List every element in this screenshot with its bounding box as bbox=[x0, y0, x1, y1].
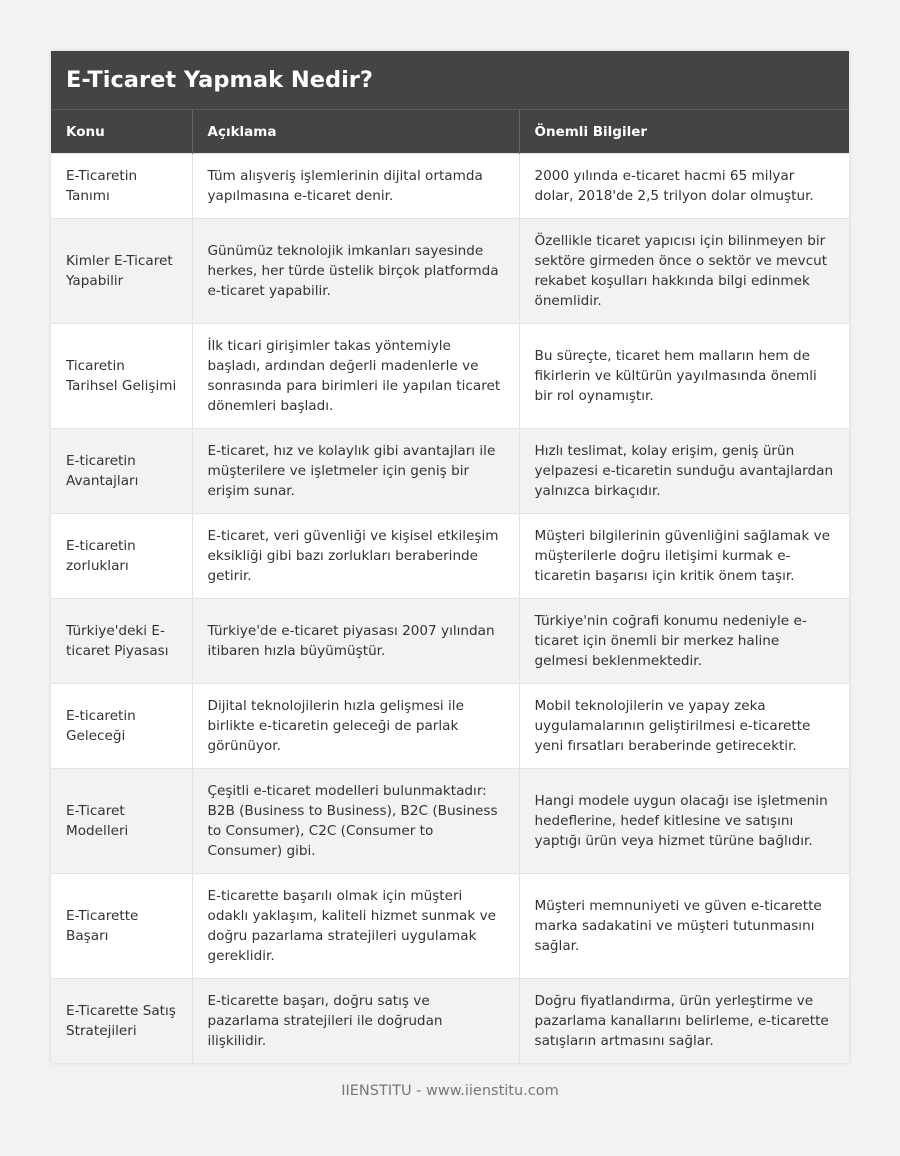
topic-cell: E-Ticaret Modelleri bbox=[51, 769, 192, 874]
column-header-onemli-bilgiler: Önemli Bilgiler bbox=[519, 110, 849, 154]
description-cell: E-ticarette başarılı olmak için müşteri odaklı yaklaşım, kaliteli hizmet sunmak ve doğru pazarlama stratejileri uygulamak gereklidir. bbox=[192, 874, 519, 979]
table-row bbox=[51, 219, 849, 324]
page-title: E-Ticaret Yapmak Nedir? bbox=[51, 51, 849, 109]
table-row bbox=[51, 514, 849, 599]
table-row bbox=[51, 154, 849, 219]
topic-cell: E-Ticaretin Tanımı bbox=[51, 154, 192, 219]
info-cell: Mobil teknolojilerin ve yapay zeka uygulamalarının geliştirilmesi e-ticarette yeni fırsatları beraberinde getirecektir. bbox=[519, 684, 849, 769]
info-cell: Müşteri bilgilerinin güvenliğini sağlamak ve müşterilerle doğru iletişimi kurmak e-ticaretin başarısı için kritik önem taşır. bbox=[519, 514, 849, 599]
table-row bbox=[51, 429, 849, 514]
info-cell: Bu süreçte, ticaret hem malların hem de fikirlerin ve kültürün yayılmasında önemli bir rol oynamıştır. bbox=[519, 324, 849, 429]
description-cell: E-ticarette başarı, doğru satış ve pazarlama stratejileri ile doğrudan ilişkilidir. bbox=[192, 979, 519, 1064]
description-cell: E-ticaret, veri güvenliği ve kişisel etkileşim eksikliği gibi bazı zorlukları beraberinde getirir. bbox=[192, 514, 519, 599]
topic-cell: E-ticaretin Avantajları bbox=[51, 429, 192, 514]
info-table bbox=[51, 109, 849, 1063]
info-cell: Türkiye'nin coğrafi konumu nedeniyle e-ticaret için önemli bir merkez haline gelmesi beklenmektedir. bbox=[519, 599, 849, 684]
info-cell: Hangi modele uygun olacağı ise işletmenin hedeflerine, hedef kitlesine ve satışını yaptığı ürün veya hizmet türüne bağlıdır. bbox=[519, 769, 849, 874]
topic-cell: E-Ticarette Başarı bbox=[51, 874, 192, 979]
topic-cell: E-ticaretin zorlukları bbox=[51, 514, 192, 599]
table-row bbox=[51, 874, 849, 979]
topic-cell: Kimler E-Ticaret Yapabilir bbox=[51, 219, 192, 324]
column-header-konu: Konu bbox=[51, 110, 192, 154]
topic-cell: E-ticaretin Geleceği bbox=[51, 684, 192, 769]
topic-cell: Ticaretin Tarihsel Gelişimi bbox=[51, 324, 192, 429]
info-cell: Müşteri memnuniyeti ve güven e-ticarette marka sadakatini ve müşteri tutunmasını sağlar. bbox=[519, 874, 849, 979]
description-cell: E-ticaret, hız ve kolaylık gibi avantajları ile müşterilere ve işletmeler için geniş bir erişim sunar. bbox=[192, 429, 519, 514]
footer-credit: IIENSTITU - www.iienstitu.com bbox=[341, 1083, 559, 1099]
description-cell: Çeşitli e-ticaret modelleri bulunmaktadır: B2B (Business to Business), B2C (Business to Consumer), C2C (Consumer to Consumer) gibi. bbox=[192, 769, 519, 874]
table-header-row bbox=[51, 110, 849, 154]
info-cell: 2000 yılında e-ticaret hacmi 65 milyar dolar, 2018'de 2,5 trilyon dolar olmuştur. bbox=[519, 154, 849, 219]
description-cell: İlk ticari girişimler takas yöntemiyle başladı, ardından değerli madenlerle ve sonrasında para birimleri ile yapılan ticaret dönemleri başladı. bbox=[192, 324, 519, 429]
table-row bbox=[51, 684, 849, 769]
info-cell: Özellikle ticaret yapıcısı için bilinmeyen bir sektöre girmeden önce o sektör ve mevcut rekabet koşulları hakkında bilgi edinmek önemlidir. bbox=[519, 219, 849, 324]
column-header-aciklama: Açıklama bbox=[192, 110, 519, 154]
table-row bbox=[51, 324, 849, 429]
topic-cell: Türkiye'deki E-ticaret Piyasası bbox=[51, 599, 192, 684]
table-row bbox=[51, 769, 849, 874]
table-row bbox=[51, 599, 849, 684]
description-cell: Günümüz teknolojik imkanları sayesinde herkes, her türde üstelik birçok platformda e-ticaret yapabilir. bbox=[192, 219, 519, 324]
description-cell: Dijital teknolojilerin hızla gelişmesi ile birlikte e-ticaretin geleceği de parlak görünüyor. bbox=[192, 684, 519, 769]
info-cell: Doğru fiyatlandırma, ürün yerleştirme ve pazarlama kanallarını belirleme, e-ticarette satışların artmasını sağlar. bbox=[519, 979, 849, 1064]
info-cell: Hızlı teslimat, kolay erişim, geniş ürün yelpazesi e-ticaretin sunduğu avantajlardan yalnızca birkaçıdır. bbox=[519, 429, 849, 514]
description-cell: Tüm alışveriş işlemlerinin dijital ortamda yapılmasına e-ticaret denir. bbox=[192, 154, 519, 219]
table-row bbox=[51, 979, 849, 1064]
topic-cell: E-Ticarette Satış Stratejileri bbox=[51, 979, 192, 1064]
content-card bbox=[51, 51, 849, 1063]
description-cell: Türkiye'de e-ticaret piyasası 2007 yılından itibaren hızla büyümüştür. bbox=[192, 599, 519, 684]
